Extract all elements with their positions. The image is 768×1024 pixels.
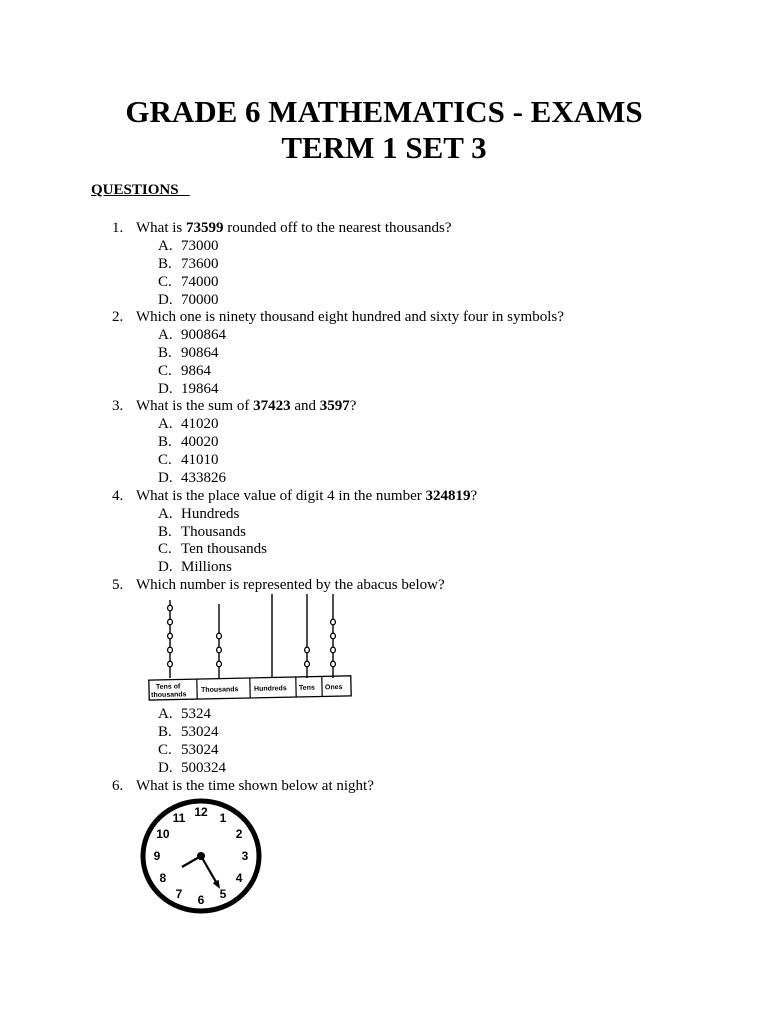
abacus-label-hundreds: Hundreds — [253, 685, 287, 693]
abacus-bead-tens-thousands — [168, 633, 173, 639]
clock-center — [197, 852, 205, 860]
clock-number-2: 2 — [235, 827, 243, 841]
abacus-label-tens-of: Tens of — [155, 683, 181, 691]
abacus-bead-tens — [305, 647, 310, 653]
abacus-bead-thousands — [217, 661, 222, 667]
question-3-option-a: A. 41020 — [158, 416, 219, 432]
title-line-2: TERM 1 SET 3 — [281, 130, 487, 165]
abacus-bead-tens — [305, 661, 310, 667]
question-2: 2. Which one is ninety thousand eight hundred and sixty four in symbols? — [112, 309, 564, 325]
question-2-option-d: D. 19864 — [158, 381, 219, 397]
clock-number-9: 9 — [153, 849, 161, 863]
abacus-figure — [148, 592, 354, 704]
abacus-bead-ones — [331, 633, 336, 639]
abacus-bead-thousands — [217, 647, 222, 653]
clock-number-7: 7 — [175, 887, 183, 902]
question-4: 4. What is the place value of digit 4 in the number 324819? — [112, 488, 478, 504]
question-4-option-b: B. Thousands — [158, 524, 246, 540]
abacus-label-tens: Tens — [298, 684, 315, 692]
question-1-option-c: C. 74000 — [158, 274, 219, 290]
question-4-option-c: C. Ten thousands — [158, 541, 268, 557]
abacus-label-thousands-2: thousands — [151, 691, 187, 700]
abacus-beads — [168, 605, 336, 667]
clock-number-12: 12 — [194, 805, 208, 819]
abacus-bead-ones — [331, 619, 336, 625]
question-2-option-a: A. 900864 — [158, 327, 226, 343]
question-2-option-c: C. 9864 — [158, 363, 211, 379]
question-3-option-c: C. 41010 — [158, 452, 219, 468]
clock-number-11: 11 — [172, 810, 186, 825]
question-2-option-b: B. 90864 — [158, 345, 219, 361]
clock-number-1: 1 — [219, 810, 227, 825]
abacus-bead-tens-thousands — [168, 647, 173, 653]
clock-number-4: 4 — [235, 871, 243, 885]
question-1-option-a: A. 73000 — [158, 238, 219, 254]
clock-number-8: 8 — [159, 871, 167, 885]
section-heading: QUESTIONS — [91, 182, 179, 198]
question-1-option-d: D. 70000 — [158, 292, 219, 308]
abacus-label-ones: Ones — [324, 684, 343, 692]
abacus-bead-ones — [331, 661, 336, 667]
question-4-option-d: D. Millions — [158, 559, 232, 575]
question-5-option-d: D. 500324 — [158, 760, 226, 776]
clock-figure — [138, 796, 266, 918]
clock-number-5: 5 — [219, 887, 227, 902]
question-5-option-c: C. 53024 — [158, 742, 219, 758]
abacus-bead-tens-thousands — [168, 661, 173, 667]
clock-number-3: 3 — [241, 849, 249, 863]
question-5-option-a: A. 5324 — [158, 706, 211, 722]
question-3-option-d: D. 433826 — [158, 470, 226, 486]
question-3: 3. What is the sum of 37423 and 3597? — [112, 398, 357, 414]
clock-number-6: 6 — [197, 893, 205, 907]
abacus-bead-ones — [331, 647, 336, 653]
abacus-bead-thousands — [217, 633, 222, 639]
question-1-option-b: B. 73600 — [158, 256, 219, 272]
question-3-option-b: B. 40020 — [158, 434, 219, 450]
abacus-label-thousands: Thousands — [200, 686, 239, 694]
clock-number-10: 10 — [156, 827, 170, 841]
question-4-option-a: A. Hundreds — [158, 506, 240, 522]
abacus-bead-tens-thousands — [168, 605, 173, 611]
question-6: 6. What is the time shown below at night? — [112, 778, 374, 794]
question-5-option-b: B. 53024 — [158, 724, 219, 740]
question-5: 5. Which number is represented by the abacus below? — [112, 577, 445, 593]
title-line-1: GRADE 6 MATHEMATICS - EXAMS — [125, 94, 643, 129]
question-1: 1. What is 73599 rounded off to the nearest thousands? — [112, 220, 452, 236]
abacus-bead-tens-thousands — [168, 619, 173, 625]
